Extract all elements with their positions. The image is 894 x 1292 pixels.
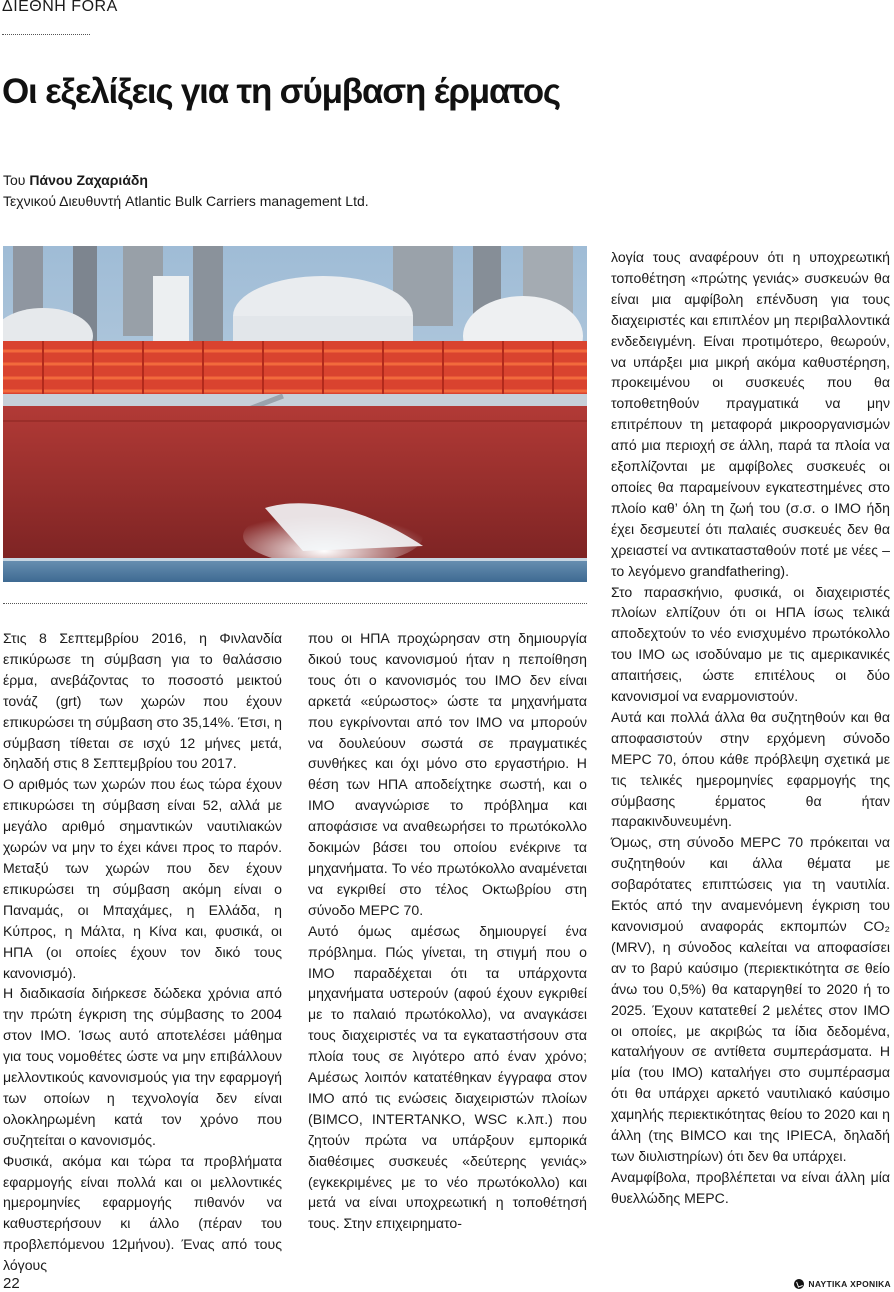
article-title: Οι εξελίξεις για τη σύμβαση έρματος	[2, 72, 560, 111]
byline-role: Τεχνικού Διευθυντή Atlantic Bulk Carriers management Ltd.	[3, 193, 369, 209]
publication-brand	[794, 1279, 891, 1289]
byline-author-line	[3, 170, 369, 191]
byline-prefix: Του	[3, 172, 26, 188]
section-divider	[2, 34, 90, 35]
brand-logo-icon	[794, 1279, 804, 1289]
byline	[3, 170, 369, 212]
article-column-1	[3, 628, 282, 1276]
paragraph: Φυσικά, ακόμα και τώρα τα προβλήματα εφαρμογής είναι πολλά και οι μελλοντικές ημερομηνίες εφαρμογής πιθανόν να καθυστερήσουν κι άλλο (πέραν του προβλεπόμενου 12μήνου). Ένας από τους λόγους	[3, 1152, 282, 1274]
paragraph: Αναμφίβολα, προβλέπεται να είναι άλλη μία θυελλώδης MEPC.	[611, 1168, 890, 1206]
article-column-2	[308, 628, 587, 1234]
photo-divider	[3, 603, 587, 604]
paragraph: Αυτό όμως αμέσως δημιουργεί ένα πρόβλημα. Πώς γίνεται, τη στιγμή που ο ΙΜΟ παραδέχεται ότι τα υπάρχοντα μηχανήματα υστερούν (αφού έχουν εγκριθεί με το παλαιό πρωτόκολλο), να αναγκάσει τους διαχειριστές να τα εγκαταστήσουν στα πλοία τους σε λιγότερο από έναν χρόνο; Αμέσως λοιπόν κατατέθηκαν έγγραφα στον ΙΜΟ από τις ενώσεις διαχειριστών πλοίων (BIMCO, INTERTANKO, WSC κ.λπ.) που ζητούν πρώτα να υπάρξουν εμπορικά διαθέσιμες συσκευές «δεύτερης γενιάς» (εγκεκριμένες με το νέο πρωτόκολλο) και μετά να είναι υποχρεωτική η τοποθέτησή τους. Στην επιχειρηματο-	[308, 922, 587, 1232]
paragraph: Ο αριθμός των χωρών που έως τώρα έχουν επικυρώσει τη σύμβαση είναι 52, αλλά με μεγάλο αριθμό σημαντικών ναυτιλιακών χωρών να μην το έχει κάνει προς το παρόν. Μεταξύ των χωρών που δεν έχουν επικυρώσει τη σύμβαση ακόμη είναι ο Παναμάς, οι Μπαχάμες, η Ελλάδα, η Κύπρος, η Μάλτα, η Κίνα και, φυσικά, οι ΗΠΑ (οι οποίες έχουν τον δικό τους κανονισμό).	[3, 776, 282, 981]
tanker-ship-photo	[3, 246, 587, 582]
paragraph: Στις 8 Σεπτεμβρίου 2016, η Φινλανδία επικύρωσε τη σύμβαση για το θαλάσσιο έρμα, ανεβάζοντας το ποσοστό μεικτού τονάζ (grt) των χωρών που έχουν επικυρώσει τη σύμβαση στο 35,14%. Έτσι, η σύμβαση τίθεται σε ισχύ 12 μήνες μετά, δηλαδή στις 8 Σεπτεμβρίου του 2017.	[3, 630, 282, 772]
paragraph: που οι ΗΠΑ προχώρησαν στη δημιουργία δικού τους κανονισμού ήταν η πεποίθηση τους ότι ο κανονισμός του ΙΜΟ δεν είναι αρκετά «εύρωστος» ώστε τα μηχανήματα που εγκρίνονται από τον ΙΜΟ να μπορούν να δουλεύουν σωστά σε πραγματικές συνθήκες και όχι μόνο στο εργαστήριο. Η θέση των ΗΠΑ αποδείχτηκε σωστή, και ο ΙΜΟ αναγνώρισε το πρόβλημα και αποφάσισε να αναθεωρήσει το πρωτόκολλο δοκιμών βάσει του οποίου ενέκρινε τα μηχανήματα. Το νέο πρωτόκολλο αναμένεται να εγκριθεί στο τέλος Οκτωβρίου στη σύνοδο MEPC 70.	[308, 630, 587, 918]
page-number: 22	[3, 1275, 20, 1292]
paragraph: Όμως, στη σύνοδο MEPC 70 πρόκειται να συζητηθούν και άλλα θέματα με σοβαρότατες επιπτώσεις για τη ναυτιλία. Εκτός από την αναμενόμενη έγκριση του κανονισμού αναφοράς εκπομπών CO₂ (MRV), η σύνοδος καλείται να αποφασίσει αν το βαρύ καύσιμο (περιεκτικότητα σε θείο άνω του 0,5%) θα καταργηθεί το 2020 ή το 2025. Έχουν κατατεθεί 2 μελέτες στον ΙΜΟ οι οποίες, με ακριβώς τα ίδια δεδομένα, καταλήγουν σε αντίθετα συμπεράσματα. Η μία (του ΙΜΟ) καταλήγει στο συμπέρασμα ότι θα υπάρχει αρκετό ναυτιλιακό καύσιμο χαμηλής περιεκτικότητας θείου το 2020 και η άλλη (της BIMCO και της IPIECA, δηλαδή των διυλιστηρίων) ότι δεν θα υπάρχει.	[611, 834, 890, 1164]
byline-author: Πάνου Ζαχαριάδη	[29, 172, 148, 188]
photo-illustration	[3, 246, 587, 582]
paragraph: λογία τους αναφέρουν ότι η υποχρεωτική τοποθέτηση «πρώτης γενιάς» συσκευών θα είναι μια αμφίβολη επένδυση για τους διαχειριστές και επιπλέον μη περιβαλλοντικά ενδεδειγμένη. Είναι προτιμότερο, θεωρούν, να υπάρξει μια μικρή ακόμα καθυστέρηση, προκειμένου οι συσκευές που θα τοποθετηθούν πραγματικά να μην επιτρέπουν τη μεταφορά μικροοργανισμών από μια περιοχή σε άλλη, παρά τα πλοία να εξοπλίζονται με αμφίβολες συσκευές οι οποίες θα παραμείνουν εγκατεστημένες στο πλοίο καθ’ όλη τη ζωή του (σ.σ. ο ΙΜΟ ήδη έχει δεσμευτεί ότι παλαιές συσκευές δεν θα χρειαστεί να αντικατασταθούν ποτέ με νέες – το λεγόμενο grandfathering).	[611, 249, 890, 579]
paragraph: Αυτά και πολλά άλλα θα συζητηθούν και θα αποφασιστούν στην ερχόμενη σύνοδο MEPC 70, όπου κάθε πρόβλεψη σχετικά με τις τελικές ημερομηνίες εφαρμογής της σύμβασης έρματος θα ήταν παρακινδυνευμένη.	[611, 708, 890, 830]
paragraph: Στο παρασκήνιο, φυσικά, οι διαχειριστές πλοίων ελπίζουν ότι οι ΗΠΑ ίσως τελικά αποδεχτούν το νέο ενισχυμένο πρωτόκολλο του ΙΜΟ ως ισοδύναμο με τις αμερικανικές απαιτήσεις, ώστε επιτέλους οι δύο κανονισμοί να εναρμονιστούν.	[611, 583, 890, 705]
section-label: ΔΙΕΘΝΗ FORA	[2, 0, 118, 15]
brand-name: ΝΑΥΤΙΚΑ ΧΡΟΝΙΚΑ	[808, 1279, 891, 1289]
article-column-3	[611, 247, 890, 1209]
paragraph: Η διαδικασία διήρκεσε δώδεκα χρόνια από την πρώτη έγκριση της σύμβασης το 2004 στον ΙΜΟ. Ίσως αυτό αποτελέσει μάθημα για τους νομοθέτες ώστε να μην επιβάλλουν μελλοντικούς κανονισμούς για την εφαρμογή των οποίων η τεχνολογία δεν είναι ολοκληρωμένη κατά τον χρόνο που συζητείται ο κανονισμός.	[3, 985, 282, 1148]
